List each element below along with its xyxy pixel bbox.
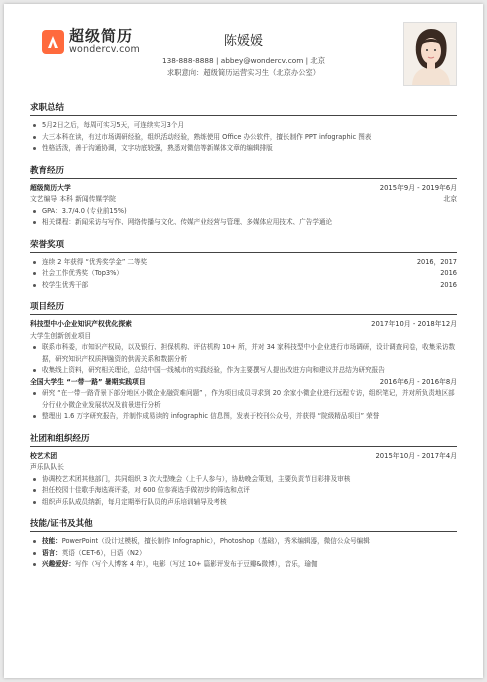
- list-item: 担任校园十佳歌手海选赛评委，对 600 位参赛选手做初步的筛选和点评: [30, 485, 457, 497]
- org-name: 校艺术团: [30, 451, 58, 460]
- list-item: 协调校艺术团其他部门，共同组织 3 次大型晚会（上千人参与），协助晚会策划，主要负责节目彩排及审核: [30, 474, 457, 486]
- projects-section: [30, 300, 457, 423]
- skill-label: 技能：: [42, 537, 62, 545]
- skill-text: PowerPoint（设计过模板，擅长制作 Infographic），Photoshop（基础），秀米编辑器，微信公众号编辑: [61, 537, 370, 545]
- entry-header: [30, 319, 457, 331]
- award-text: 连续 2 年获得 “优秀奖学金” 二等奖: [42, 257, 148, 266]
- skill-label: 语言：: [42, 548, 62, 557]
- award-year: 2016: [440, 280, 457, 289]
- award-year: 2016，2017: [416, 257, 457, 266]
- activities-section: [30, 432, 457, 509]
- award-text: 社会工作优秀奖（Top3%）: [42, 269, 123, 277]
- project-name: 科技型中小企业知识产权优化探索: [30, 320, 132, 328]
- summary-section: [30, 101, 457, 155]
- logo-subtitle: wondercv.com: [69, 44, 140, 55]
- resume-page: [4, 4, 483, 678]
- section-title: 社团和组织经历: [30, 432, 457, 447]
- list-item: 性格活泼，善于沟通协调，文字功底较强，熟悉对微信等新媒体文章的编辑排版: [30, 143, 457, 155]
- section-title: 项目经历: [30, 300, 457, 315]
- project-name: 全国大学生 “一带一路” 暑期实践项目: [30, 377, 146, 386]
- list-item: GPA：3.7/4.0 (专业前15%): [30, 206, 457, 218]
- list-item: 组织声乐队成员纳新，每月定期举行队员的声乐培训辅导及考核: [30, 497, 457, 509]
- entry-header: [30, 377, 457, 389]
- entry-dates: 2015年9月 - 2019年6月: [379, 183, 457, 192]
- award-item: [30, 257, 457, 269]
- project-role: 大学生创新创业项目: [30, 331, 92, 340]
- entry-dates: 2016年6月 - 2016年8月: [379, 377, 457, 386]
- list-item: 整理出 1.6 万字研究报告，并制作成易读的 infographic 信息图，发表于校刊公众号，并获得 “院级精品项目” 荣誉: [30, 411, 457, 423]
- skill-text: 写作（写个人博客 4 年），电影（写过 10+ 篇影评发布于豆瓣&微博），音乐，瑜伽: [74, 560, 318, 568]
- award-year: 2016: [440, 269, 457, 277]
- section-title: 求职总结: [30, 101, 457, 116]
- award-text: 校学生优秀干部: [42, 280, 89, 289]
- skill-text: 英语（CET-6），日语（N2）: [61, 548, 146, 557]
- list-item: 收集线上资料，研究相关理论，总结中国一线城市的实践经验，作为主要撰写人提出改进方向和建议并总结为研究报告: [30, 365, 457, 377]
- list-item: 研究 “在一带一路背景下部分地区小微企业融资难问题” ，作为项目成员寻求到 20 余家小微企业进行远程专访，组织笔记，并对所负责地区部分行业小微企业发展状况及前景进行分析: [30, 388, 457, 411]
- entry-header: [30, 451, 457, 463]
- location: 北京: [443, 195, 457, 203]
- job-intent: 求职意向：超级简历运营实习生（北京办公室）: [166, 68, 321, 77]
- entry-header: [30, 183, 457, 195]
- list-item: 相关课程：新闻采访与写作、网络传播与文化、传媒产业经营与管理、多媒体应用技术、广告学通论: [30, 217, 457, 229]
- contact-info: 138-888-8888 | abbey@wondercv.com | 北京: [161, 56, 325, 65]
- school-name: 超级简历大学: [30, 183, 71, 192]
- skill-label: 兴趣爱好：: [42, 560, 75, 568]
- profile-photo: [403, 22, 457, 86]
- skill-item: [30, 548, 457, 560]
- logo-name: 超级简历: [69, 27, 134, 45]
- education-section: [30, 164, 457, 229]
- award-item: [30, 280, 457, 292]
- section-title: 教育经历: [30, 164, 457, 179]
- name-block: [30, 27, 457, 79]
- awards-section: [30, 238, 457, 292]
- section-title: 荣誉奖项: [30, 238, 457, 253]
- entry-dates: 2017年10月 - 2018年12月: [371, 320, 457, 328]
- section-title: 技能/证书及其他: [30, 517, 457, 532]
- entry-subheader: [30, 194, 457, 206]
- person-name: 陈媛媛: [223, 34, 263, 49]
- entry-dates: 2015年10月 - 2017年4月: [375, 451, 457, 460]
- skill-item: [30, 536, 457, 548]
- skill-item: [30, 559, 457, 571]
- list-item: 5月2日之后，每周可实习5天，可连续实习3个月: [30, 120, 457, 132]
- major: 文艺编导 本科 新闻传媒学院: [30, 195, 116, 203]
- award-item: [30, 268, 457, 280]
- org-role: 声乐队队长: [30, 463, 64, 471]
- resume-header: [30, 22, 457, 92]
- list-item: 大三本科在读，有过市场调研经验，组织活动经验，熟练使用 Office 办公软件，擅长制作 PPT infographic 图表: [30, 132, 457, 144]
- list-item: 联系市科委，市知识产权局，以及银行、担保机构、评估机构 10+ 所，并对 34 家科技型中小企业进行市场调研，设计调查问卷，收集采访数据，研究知识产权质押融资的供需关系和数据分析: [30, 342, 457, 365]
- skills-section: [30, 517, 457, 571]
